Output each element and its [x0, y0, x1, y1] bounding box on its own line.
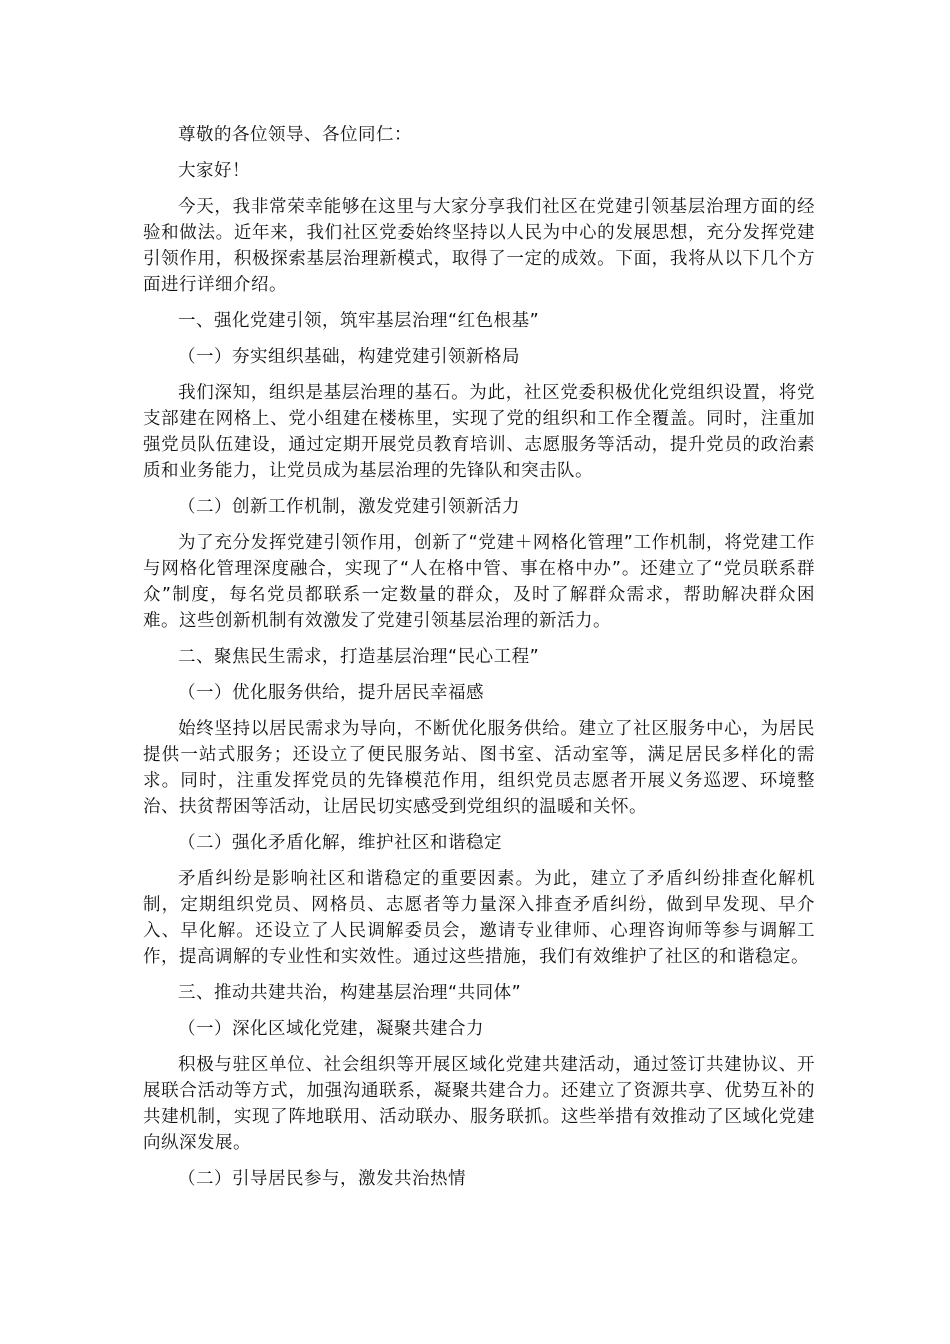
subsection-heading: （一）深化区域化党建，凝聚共建合力	[178, 1019, 484, 1039]
intro-paragraph: 今天，我非常荣幸能够在这里与大家分享我们社区在党建引领基层治理方面的经验和做法。近年来，我们社区党委始终坚持以人民为中心的发展思想，充分发挥党建引领作用，积极探索基层治理新模式，取得了一定的成效。下面，我将从以下几个方面进行详细介绍。	[143, 197, 815, 295]
section-heading: 一、强化党建引领，筑牢基层治理“红色根基”	[178, 311, 540, 331]
greeting: 大家好！	[178, 161, 250, 181]
subsection-heading: （一）夯实组织基础，构建党建引领新格局	[178, 347, 520, 367]
subsection-heading: （二）创新工作机制，激发党建引领新活力	[178, 497, 520, 517]
subsection-heading: （一）优化服务供给，提升居民幸福感	[178, 683, 484, 703]
body-paragraph: 我们深知，组织是基层治理的基石。为此，社区党委积极优化党组织设置，将党支部建在网格上、党小组建在楼栋里，实现了党的组织和工作全覆盖。同时，注重加强党员队伍建设，通过定期开展党员教育培训、志愿服务等活动，提升党员的政治素质和业务能力，让党员成为基层治理的先锋队和突击队。	[143, 383, 815, 481]
body-paragraph: 矛盾纠纷是影响社区和谐稳定的重要因素。为此，建立了矛盾纠纷排查化解机制，定期组织党员、网格员、志愿者等力量深入排查矛盾纠纷，做到早发现、早介入、早化解。还设立了人民调解委员会，邀请专业律师、心理咨询师等参与调解工作，提高调解的专业性和实效性。通过这些措施，我们有效维护了社区的和谐稳定。	[143, 869, 815, 967]
salutation: 尊敬的各位领导、各位同仁：	[178, 125, 412, 145]
speech-text	[143, 122, 815, 1202]
subsection-heading: （二）引导居民参与，激发共治热情	[178, 1169, 466, 1189]
section-heading: 三、推动共建共治，构建基层治理“共同体”	[178, 983, 522, 1003]
body-paragraph: 积极与驻区单位、社会组织等开展区域化党建共建活动，通过签订共建协议、开展联合活动等方式，加强沟通联系，凝聚共建合力。还建立了资源共享、优势互补的共建机制，实现了阵地联用、活动联办、服务联抓。这些举措有效推动了区域化党建向纵深发展。	[143, 1055, 815, 1153]
body-paragraph: 为了充分发挥党建引领作用，创新了“党建＋网格化管理”工作机制，将党建工作与网格化管理深度融合，实现了“人在格中管、事在格中办”。还建立了“党员联系群众”制度，每名党员都联系一定数量的群众，及时了解群众需求，帮助解决群众困难。这些创新机制有效激发了党建引领基层治理的新活力。	[143, 533, 815, 631]
subsection-heading: （二）强化矛盾化解，维护社区和谐稳定	[178, 833, 502, 853]
body-paragraph: 始终坚持以居民需求为导向，不断优化服务供给。建立了社区服务中心，为居民提供一站式服务；还设立了便民服务站、图书室、活动室等，满足居民多样化的需求。同时，注重发挥党员的先锋模范作用，组织党员志愿者开展义务巡逻、环境整治、扶贫帮困等活动，让居民切实感受到党组织的温暖和关怀。	[143, 719, 815, 817]
section-heading: 二、聚焦民生需求，打造基层治理“民心工程”	[178, 647, 540, 667]
